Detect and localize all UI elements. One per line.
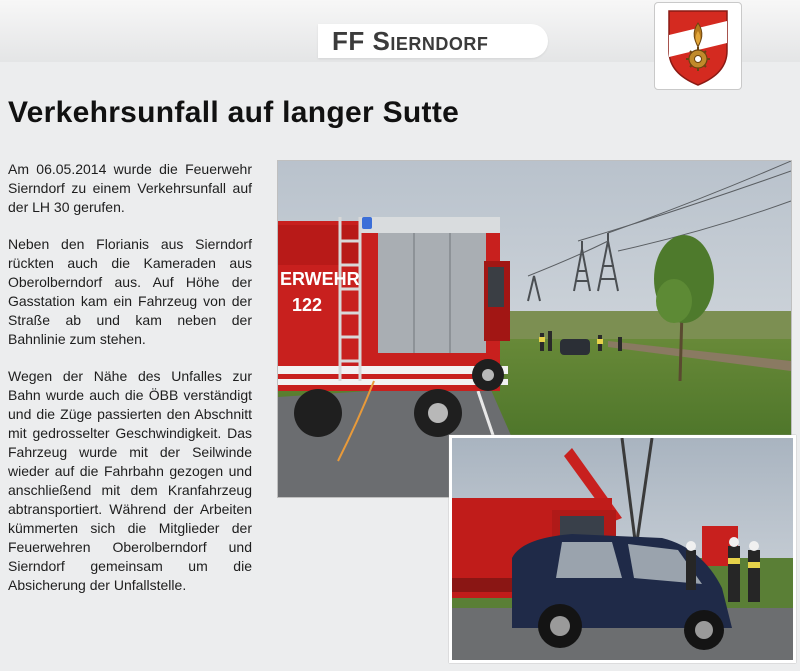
article-body [8, 160, 252, 613]
paragraph-2: Neben den Florianis aus Sierndorf rückten auch die Kameraden aus Oberolberndorf aus. Auf Höhe der Gasstation kam ein Fahrzeug von der Straße ab und kam neben der Bahnlinie zum stehen. [8, 236, 252, 347]
paragraph-1: Am 06.05.2014 wurde die Feuerwehr Sierndorf zu einem Verkehrsunfall auf der LH 30 gerufen. [8, 161, 252, 215]
paragraph-3: Wegen der Nähe des Unfalles zur Bahn wurde auch die ÖBB verständigt und die Züge passierten den Abschnitt mit gedrosselter Geschwindigkeit. Das Fahrzeug wurde mit der Seilwinde wieder auf die Fahrbahn gezogen und anschließend mit dem Kranfahrzeug abtransportiert. Während der Arbeiten kümmerten sich die Mitglieder der Feuerwehren Oberolberndorf und Sierndorf gemeinsam um die Absicherung der Unfallstelle. [8, 368, 252, 593]
photo-crane-recovery [449, 435, 796, 663]
article-title: Verkehrsunfall auf langer Sutte [8, 96, 460, 129]
truck-label-text: ERWEHR [280, 269, 360, 289]
org-title: FF Sierndorf [332, 26, 489, 56]
truck-number-text: 122 [292, 295, 323, 315]
fire-brigade-crest-icon [654, 2, 742, 90]
